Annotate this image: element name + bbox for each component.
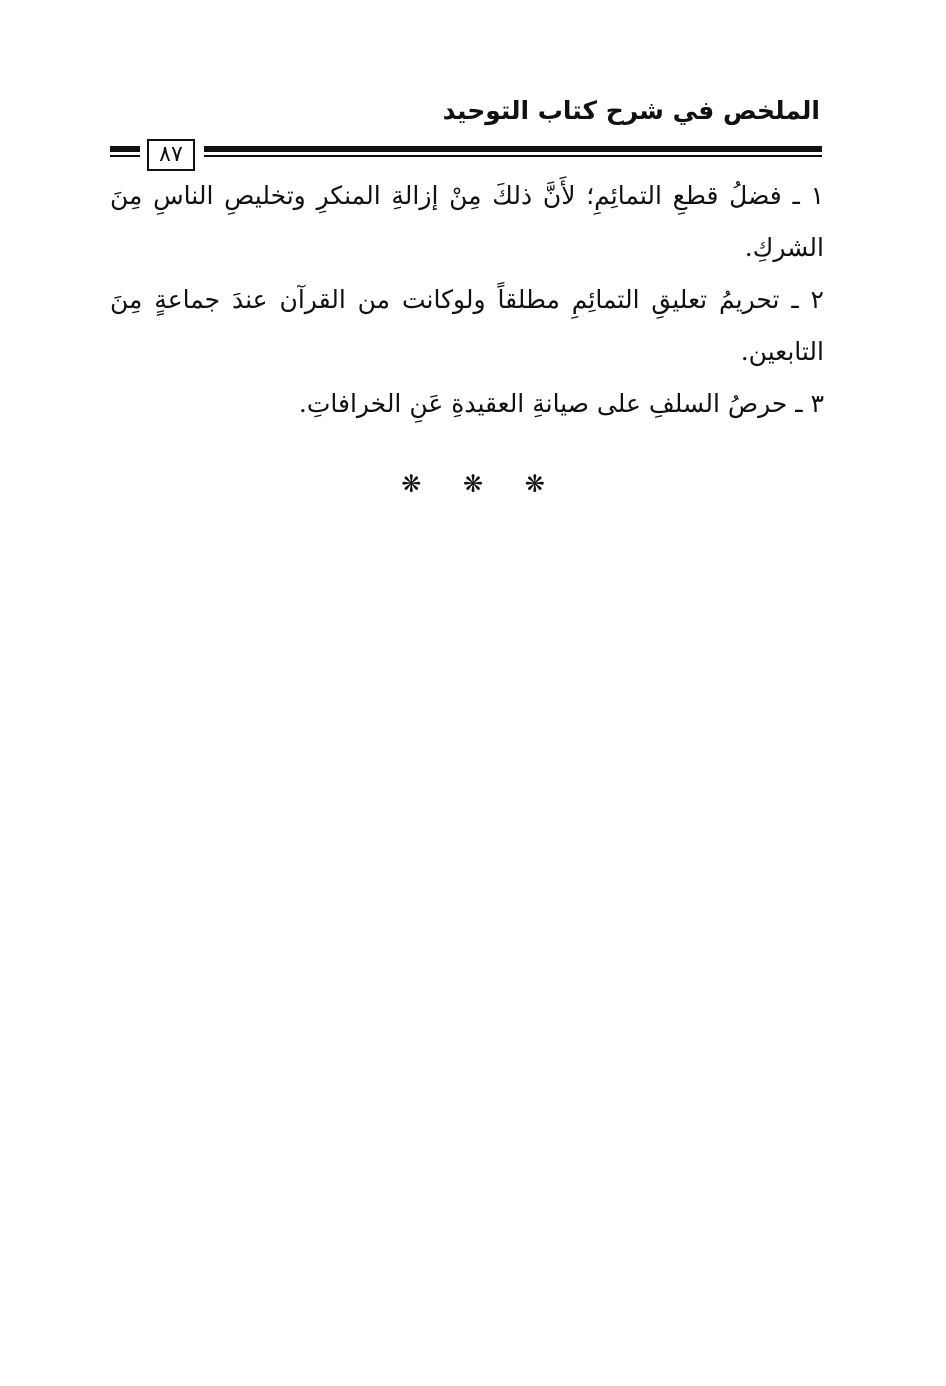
list-item xyxy=(110,378,824,430)
benefits-list xyxy=(110,170,824,430)
page-number: ٨٧ xyxy=(147,139,195,171)
list-item xyxy=(110,274,824,378)
item-dash: ـ xyxy=(795,389,803,418)
item-dash: ـ xyxy=(791,285,799,314)
list-item xyxy=(110,170,824,274)
header-rule-right-thick xyxy=(204,146,822,152)
item-text: حرصُ السلفِ على صيانةِ العقيدةِ عَنِ الخرافاتِ. xyxy=(298,389,788,418)
item-dash: ـ xyxy=(792,181,800,210)
asterism-mark: ❋ xyxy=(401,470,422,498)
header-rule-left-thick xyxy=(110,146,140,152)
header-rule-right-thin xyxy=(204,155,822,157)
item-text: فضلُ قطعِ التمائِمِ؛ لأَنَّ ذلكَ مِنْ إزالةِ المنكرِ وتخليصِ الناسِ مِنَ الشركِ. xyxy=(110,181,824,262)
asterism-mark: ❋ xyxy=(524,470,545,498)
running-header-title: الملخص في شرح كتاب التوحيد xyxy=(442,96,820,125)
asterism-mark: ❋ xyxy=(462,470,484,498)
item-number: ٣ xyxy=(810,389,824,418)
section-separator xyxy=(0,470,946,498)
item-number: ١ xyxy=(810,181,824,210)
header-rule-left-thin xyxy=(110,155,140,157)
item-text: تحريمُ تعليقِ التمائِمِ مطلقاً ولوكانت من القرآن عندَ جماعةٍ مِنَ التابعين. xyxy=(110,285,824,366)
item-number: ٢ xyxy=(810,285,824,314)
